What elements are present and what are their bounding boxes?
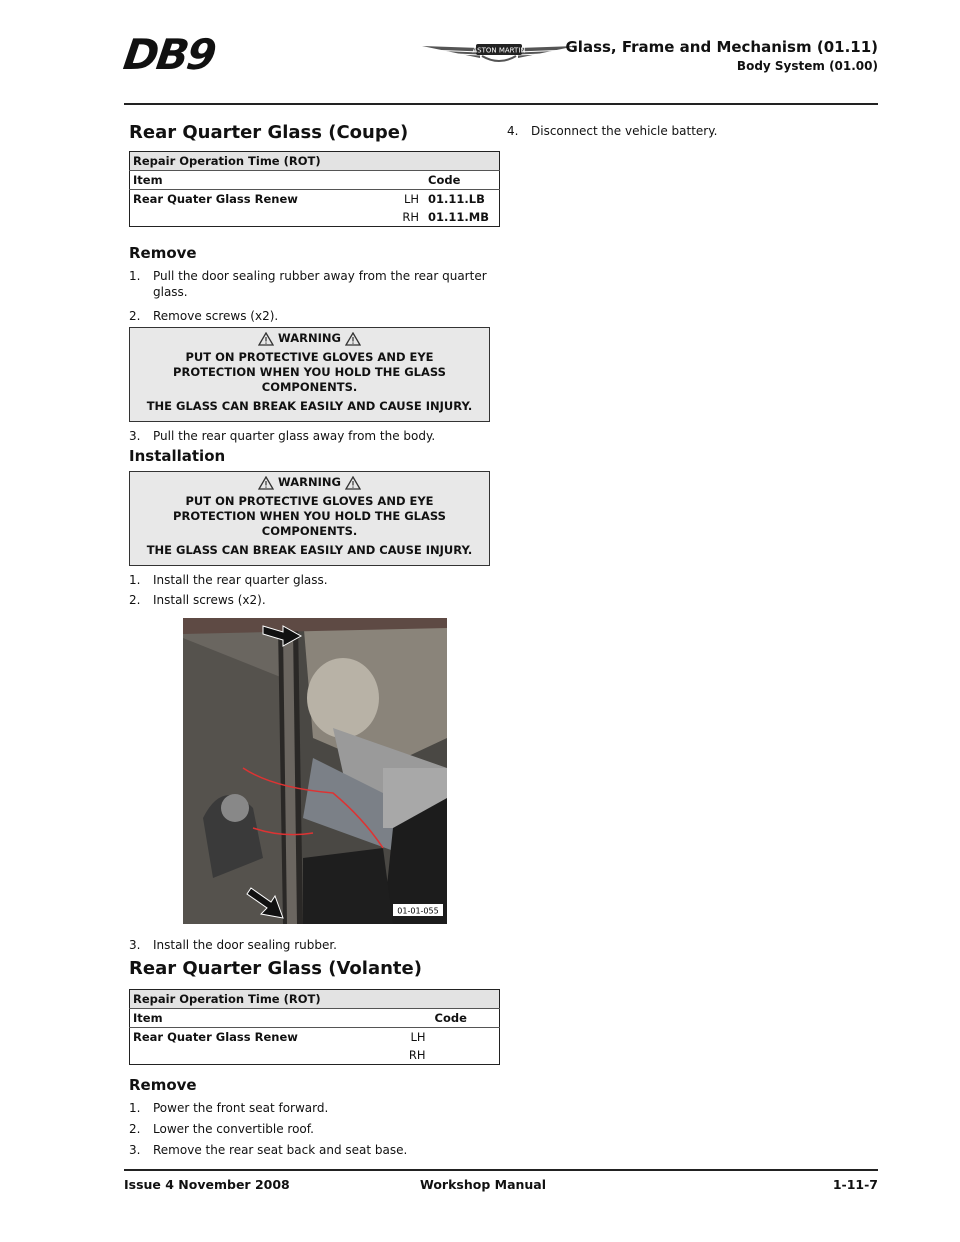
rot-caption: Repair Operation Time (ROT)	[130, 990, 500, 1009]
step-number: 2.	[129, 593, 141, 607]
step-text: Pull the door sealing rubber away from the rear quarter glass.	[153, 269, 487, 299]
volante-remove-heading: Remove	[129, 1076, 197, 1094]
col-code-header: Code	[432, 1009, 500, 1028]
coupe-remove-heading: Remove	[129, 244, 197, 262]
step-text: Disconnect the vehicle battery.	[531, 124, 718, 138]
step-number: 1.	[129, 1101, 141, 1115]
list-item	[129, 937, 499, 953]
list-item	[129, 428, 499, 444]
col-code-header: Code	[425, 171, 500, 190]
list-item	[129, 1142, 499, 1158]
warning-text: PUT ON PROTECTIVE GLOVES AND EYE PROTECTION WHEN YOU HOLD THE GLASS COMPONENTS.	[173, 494, 446, 538]
rot-side-lh: LH	[403, 192, 419, 206]
photo-illustration	[183, 618, 447, 924]
warning-label: WARNING	[278, 475, 341, 489]
list-item	[129, 268, 499, 300]
step-number: 4.	[507, 124, 519, 138]
step-number: 2.	[129, 1122, 141, 1136]
col-item-header: Item	[130, 1009, 362, 1028]
step-number: 1.	[129, 269, 141, 283]
footer-page-number: 1-11-7	[832, 1177, 878, 1192]
rot-side-lh: LH	[410, 1030, 426, 1044]
warning-box	[129, 327, 490, 422]
list-item	[129, 592, 499, 608]
step-text: Lower the convertible roof.	[153, 1122, 314, 1136]
step-number: 1.	[129, 573, 141, 587]
photo-reference: 01-01-055	[397, 906, 439, 916]
warning-triangle-icon	[258, 476, 274, 490]
header-divider	[124, 103, 878, 105]
step-text: Install the door sealing rubber.	[153, 938, 337, 952]
rot-code-lh: 01.11.LB	[428, 192, 485, 206]
rot-code-rh: 01.11.MB	[428, 210, 489, 224]
warning-triangle-icon	[345, 476, 361, 490]
step-text: Remove screws (x2).	[153, 309, 279, 323]
rot-side-rh: RH	[408, 1048, 426, 1062]
step-text: Remove the rear seat back and seat base.	[153, 1143, 408, 1157]
volante-section-title: Rear Quarter Glass (Volante)	[129, 958, 422, 979]
volante-rot-table	[129, 989, 500, 1065]
warning-triangle-icon	[258, 332, 274, 346]
step-text: Power the front seat forward.	[153, 1101, 329, 1115]
list-item	[129, 572, 499, 588]
footer-manual-title: Workshop Manual	[420, 1177, 547, 1192]
warning-box	[129, 471, 490, 566]
aston-martin-wings-logo	[420, 38, 578, 68]
warning-label: WARNING	[278, 331, 341, 345]
warning-text: PUT ON PROTECTIVE GLOVES AND EYE PROTECTION WHEN YOU HOLD THE GLASS COMPONENTS.	[173, 350, 446, 394]
coupe-installation-heading: Installation	[129, 447, 226, 465]
list-item	[129, 1121, 499, 1137]
warning-triangle-icon	[345, 332, 361, 346]
footer-issue: Issue 4 November 2008	[124, 1177, 290, 1192]
coupe-section-title: Rear Quarter Glass (Coupe)	[129, 122, 409, 143]
rot-item-name: Rear Quater Glass Renew	[133, 192, 298, 206]
step-text: Pull the rear quarter glass away from the body.	[153, 429, 436, 443]
step-number: 3.	[129, 1143, 141, 1157]
warning-text: THE GLASS CAN BREAK EASILY AND CAUSE INJURY.	[146, 399, 473, 413]
rear-quarter-glass-photo	[183, 618, 447, 924]
header-title: Glass, Frame and Mechanism (01.11)	[565, 38, 878, 56]
col-item-header: Item	[130, 171, 357, 190]
rot-item-name: Rear Quater Glass Renew	[133, 1030, 298, 1044]
step-number: 3.	[129, 429, 141, 443]
step-text: Install screws (x2).	[153, 593, 266, 607]
db9-brand-logo: DB9	[120, 30, 218, 79]
logo-text: ASTON MARTIN	[472, 46, 526, 55]
rot-caption: Repair Operation Time (ROT)	[130, 152, 500, 171]
header-subtitle: Body System (01.00)	[736, 59, 878, 73]
step-number: 3.	[129, 938, 141, 952]
list-item	[129, 1100, 499, 1116]
step-text: Install the rear quarter glass.	[153, 573, 328, 587]
warning-text: THE GLASS CAN BREAK EASILY AND CAUSE INJURY.	[146, 543, 473, 557]
coupe-rot-table	[129, 151, 500, 227]
rot-side-rh: RH	[402, 210, 419, 224]
list-item	[507, 123, 877, 139]
list-item	[129, 308, 499, 324]
step-number: 2.	[129, 309, 141, 323]
footer-divider	[124, 1169, 878, 1171]
